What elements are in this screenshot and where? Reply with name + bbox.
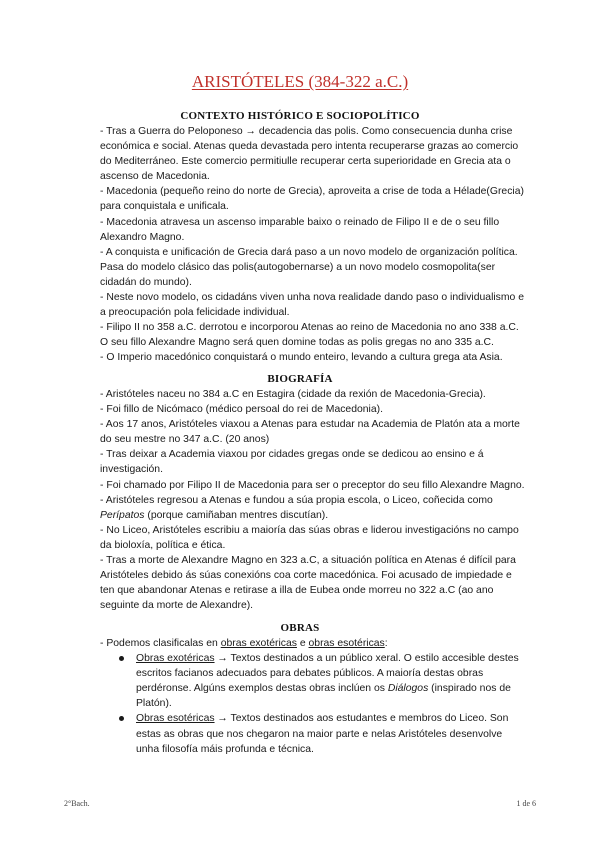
page-title: ARISTÓTELES (384-322 a.C.) [191, 72, 409, 91]
paragraph: - Tras a Guerra do Peloponeso → decadencia das polis. Como consecuencia dunha crise económica e social. Atenas queda devastada pero intenta recuperarse grazas ao comercio do Mediterráneo. Este comercio permitiulle recuperar certa superioridade en Grecia ata o ascenso de Macedonia. [100, 126, 519, 183]
term-exotericas: obras exotéricas [220, 638, 297, 649]
list-item [100, 651, 528, 711]
paragraph: - O Imperio macedónico conquistará o mundo enteiro, levando a cultura grega ata Asia. [100, 352, 503, 364]
intro-text: - Podemos clasificalas en [100, 638, 221, 649]
paragraph: - Filipo II no 358 a.C. derrotou e incorporou Atenas ao reino de Macedonia no ano 338 a.C. O seu fillo Alexandre Magno será quen domine todas as polis gregas no ano 335 a.C. [100, 322, 519, 349]
paragraph: - Foi chamado por Filipo II de Macedonia para ser o preceptor do seu fillo Alexandre Magno. [100, 479, 525, 491]
intro-text: : [384, 638, 388, 649]
list-item-term: Obras esotéricas [136, 713, 215, 725]
paragraph-text: - Aristóteles regresou a Atenas e fundou a súa propia escola, o Liceo, coñecida como [100, 494, 493, 506]
intro-text: e [296, 638, 309, 649]
paragraph: - Aos 17 anos, Aristóteles viaxou a Atenas para estudar na Academia de Platón ata a morte do seu mestre no 347 a.C. (20 anos) [100, 419, 520, 446]
paragraph: - Foi fillo de Nicómaco (médico persoal do rei de Macedonia). [100, 404, 383, 416]
section-body-biografia [100, 387, 528, 613]
section-heading-contexto: CONTEXTO HISTÓRICO E SOCIOPOLÍTICO [180, 110, 420, 122]
italic-term: Perípatos [100, 509, 145, 521]
paragraph: - Macedonia (pequeño reino do norte de Grecia), aproveita a crise de toda a Hélade(Grecia) para conquistala e unificala. [100, 186, 524, 213]
list-item-text: Textos destinados aos estudantes e membros do Liceo. Son estas as obras que nos chegaron na maior parte e nelas Aristóteles desenvolve unha filosofía máis profunda e técnica. [136, 713, 509, 755]
list-item-text: (inspirado nos de Platón). [136, 683, 511, 710]
bullet-icon [119, 716, 124, 721]
paragraph: - Neste novo modelo, os cidadáns viven unha nova realidade dando paso o individualismo e a preocupación pola felicidade individual. [100, 292, 524, 319]
paragraph: - Aristóteles naceu no 384 a.C en Estagira (cidade da rexión de Macedonia-Grecia). [100, 389, 486, 400]
term-esotericas: obras esotéricas [308, 638, 385, 649]
paragraph: - A conquista e unificación de Grecia dará paso a un novo modelo de organización política. Pasa do modelo clásico das polis(autogobernarse) a un novo modelo cosmopolita(ser cidadán do mundo). [100, 246, 518, 288]
footer-left: 2°Bach. [64, 799, 90, 808]
paragraph-intro [100, 636, 528, 651]
paragraph: - Macedonia atravesa un ascenso imparable baixo o reinado de Filipo II e de o seu fillo Alexandro Magno. [100, 216, 500, 243]
section-body-contexto [100, 124, 528, 366]
bullet-icon [119, 656, 124, 661]
section-body-obras [100, 636, 528, 757]
list-item-text: Textos destinados a un público xeral. O estilo accesible destes escritos facianos adecuados para debates públicos. A maioría destas obras perdéronse. Algúns exemplos destas obras inclúen os [136, 653, 519, 695]
paragraph: - Tras a morte de Alexandre Magno en 323 a.C, a situación política en Atenas é difícil para Aristóteles debido ás súas conexións coa corte macedónica. Foi acusado de impiedade e ten que abandonar Atenas e retirase a illa de Eubea onde morreu no 322 a.C (ao ano seguinte da morte de Alexandre). [100, 555, 516, 612]
arrow-text: → [214, 713, 231, 725]
arrow-text: → [214, 653, 231, 665]
footer-page-number: 1 de 6 [516, 799, 536, 808]
paragraph-liceo [100, 493, 528, 523]
italic-term: Diálogos [387, 683, 429, 695]
paragraph: - No Liceo, Aristóteles escribiu a maioría das súas obras e liderou investigacións no campo da bioloxía, política e ética. [100, 524, 519, 551]
paragraph: - Tras deixar a Academia viaxou por cidades gregas onde se dedicou ao ensino e á investigación. [100, 449, 484, 476]
section-heading-obras: OBRAS [280, 622, 320, 634]
list-item-term: Obras exotéricas [136, 653, 215, 665]
list-item [100, 711, 528, 756]
obras-list [100, 651, 528, 757]
section-heading-biografia: BIOGRAFÍA [267, 373, 333, 385]
paragraph-text: (porque camiñaban mentres discutían). [144, 509, 329, 521]
